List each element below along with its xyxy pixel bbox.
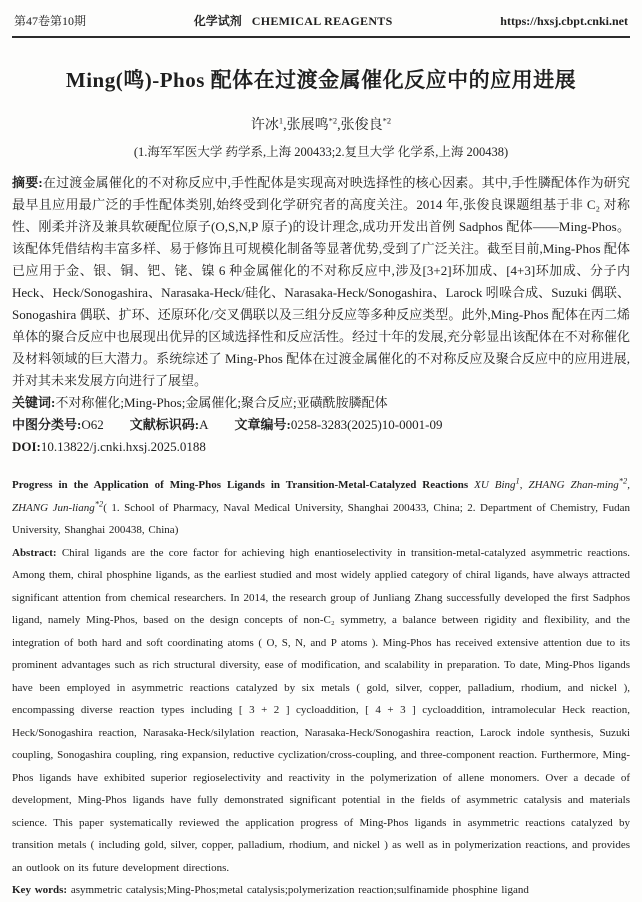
volume-issue: 第47卷第10期 <box>14 14 87 28</box>
journal-name <box>194 12 393 29</box>
keywords-cn-label: 关键词: <box>12 395 56 410</box>
keywords-en <box>12 879 630 902</box>
author-cn-2-superscript: *2 <box>328 115 338 126</box>
english-front-matter <box>12 474 630 902</box>
author-en-3-superscript: *2 <box>94 497 104 508</box>
doi-line <box>12 436 630 458</box>
author-en-2-name: ZHANG Zhan-ming <box>528 479 619 491</box>
abstract-cn-label: 摘要: <box>12 175 43 190</box>
clc-number <box>12 417 104 432</box>
abstract-cn-text: 在过渡金属催化的不对称反应中,手性配体是实现高对映选择性的核心因素。其中,手性膦配体作为研究最早且应用最广泛的手性配体类别,始终受到化学研究者的高度关注。2014 年,张俊良课题组基于非 C₂ 对称性、刚柔并济及兼具软硬配位原子(O,S,N,P 原子)的设计理念,成功开发出首例 Sadphos 配体——Ming-Phos。该配体凭借结构丰富多样、易于修饰且可规模化制备等显著优势,受到了广泛关注。截至目前,Ming-Phos 配体已应用于金、银、铜、钯、铑、镍 6 种金属催化的不对称反应中,涉及[3+2]环加成、[4+3]环加成、分子内 Heck、Heck/Sonogashira、Narasaka-Heck/硅化、Narasaka-Heck/Sonogashira、Larock 吲哚合成、Suzuki 偶联、Sonogashira 偶联、扩环、还原环化/交叉偶联以及三组分反应等多种反应类型。此外,Ming-Phos 配体在丙二烯单体的聚合反应中也展现出优异的区域选择性和反应活性。经过十年的发展,充分彰显出该配体在不对称催化及材料领域的巨大潜力。系统综述了 Ming-Phos 配体在过渡金属催化的不对称反应及聚合反应中的应用进展,并对其未来发展方向进行了展望。 <box>12 175 630 388</box>
abstract-en-text: Chiral ligands are the core factor for achieving high enantioselectivity in transition-metal-catalyzed asymmetric reactions. Among them, chiral phosphine ligands, as the earliest studied and most widely applied category of chiral ligands, have always attracted significant attention from chemical researchers. In 2014, the research group of Junliang Zhang successfully developed the first Sadphos ligand, namely Ming-Phos, based on the design concepts of non-C₂ symmetry, a balance between rigidity and flexibility, and the integration of both hard and soft coordinating atoms ( O, S, N, and P atoms ). Ming-Phos has received extensive attention due to its prominent advantages such as rich structural diversity, ease of modification, and scalability in preparation. To date, Ming-Phos ligands have been employed in asymmetric reactions catalyzed by six metals ( gold, silver, copper, palladium, rhodium, and nickel ), encompassing diverse reaction types including [ 3 + 2 ] cycloaddition, [ 4 + 3 ] cycloaddition, intramolecular Heck reaction, Heck/Sonogashira reaction, Narasaka-Heck/silylation reaction, Narasaka-Heck/Sonogashira reaction, Larock indole synthesis, Suzuki coupling, Sonogashira coupling, ring expansion, reductive cyclization/cross-coupling, and three-component reaction. Furthermore, Ming-Phos ligands have exhibited superior regioselectivity and reactivity in the polymerization of allene monomers. Over a decade of development, Ming-Phos ligands have fully demonstrated significant potential in the fields of asymmetric catalysis and materials science. This paper systematically reviewed the application progress of Ming-Phos ligands in asymmetric reactions catalyzed by transition metals ( including gold, silver, copper, palladium, rhodium, and nickel ) as well as in polymerization reactions, and provides an outlook on its future development directions. <box>12 546 630 874</box>
english-title-authors <box>12 474 630 542</box>
affiliation-en: ( 1. School of Pharmacy, Naval Medical University, Shanghai 200433, China; 2. Department of Chemistry, Fudan University, Shanghai 200438, China) <box>12 501 630 536</box>
journal-url: https://hxsj.cbpt.cnki.net <box>500 14 628 28</box>
journal-name-cn: 化学试剂 <box>193 14 242 28</box>
clc-label: 中图分类号: <box>12 417 82 432</box>
keywords-cn-text: 不对称催化;Ming-Phos;金属催化;聚合反应;亚磺酰胺膦配体 <box>55 395 388 410</box>
document-code-value: A <box>199 417 209 432</box>
author-separator: , <box>283 118 287 133</box>
abstract-en-label: Abstract: <box>12 546 57 559</box>
author-en-1-name: XU Bing <box>474 479 516 491</box>
author-cn-3-superscript: *2 <box>382 115 392 126</box>
author-en-2 <box>528 475 628 491</box>
affiliation-cn: (1.海军军医大学 药学系,上海 200433;2.复旦大学 化学系,上海 200438) <box>133 145 509 159</box>
document-code <box>130 417 209 432</box>
abstract-en <box>12 542 630 880</box>
keywords-en-label: Key words: <box>12 884 68 896</box>
chinese-front-matter <box>12 172 630 458</box>
author-separator: , <box>627 479 631 491</box>
author-cn-2-name: 张展鸣 <box>286 118 329 133</box>
author-cn-1-superscript: 1 <box>278 115 284 126</box>
authors-cn <box>12 114 630 134</box>
author-en-1-superscript: 1 <box>515 475 520 486</box>
classification-line <box>12 414 630 436</box>
keywords-en-text: asymmetric catalysis;Ming-Phos;metal catalysis;polymerization reaction;sulfinamide phosphine ligand <box>70 884 529 896</box>
journal-header <box>12 8 630 38</box>
author-cn-2 <box>286 115 341 133</box>
doi-label: DOI: <box>12 439 41 454</box>
author-separator: , <box>337 118 341 133</box>
author-separator: , <box>519 479 523 491</box>
author-en-3-name: ZHANG Jun-liang <box>12 501 95 514</box>
article-title-en: Progress in the Application of Ming-Phos Ligands in Transition-Metal-Catalyzed Reactions <box>12 479 469 491</box>
clc-value: O62 <box>81 417 104 432</box>
article-title-cn: Ming(鸣)-Phos 配体在过渡金属催化反应中的应用进展 <box>65 68 577 92</box>
journal-name-en: CHEMICAL REAGENTS <box>251 14 393 28</box>
author-cn-3-name: 张俊良 <box>340 118 383 133</box>
abstract-cn <box>12 172 630 392</box>
document-code-label: 文献标识码: <box>129 417 200 432</box>
author-en-3 <box>12 497 104 514</box>
author-cn-3 <box>340 115 392 133</box>
author-en-2-superscript: *2 <box>618 475 628 486</box>
doi-value: 10.13822/j.cnki.hxsj.2025.0188 <box>40 439 206 454</box>
author-en-1 <box>474 475 520 491</box>
article-number <box>234 417 442 432</box>
author-cn-1-name: 许冰 <box>250 118 279 133</box>
keywords-cn <box>12 392 630 414</box>
article-number-label: 文章编号: <box>234 417 291 432</box>
author-cn-1 <box>250 115 287 133</box>
article-number-value: 0258-3283(2025)10-0001-09 <box>290 417 443 432</box>
